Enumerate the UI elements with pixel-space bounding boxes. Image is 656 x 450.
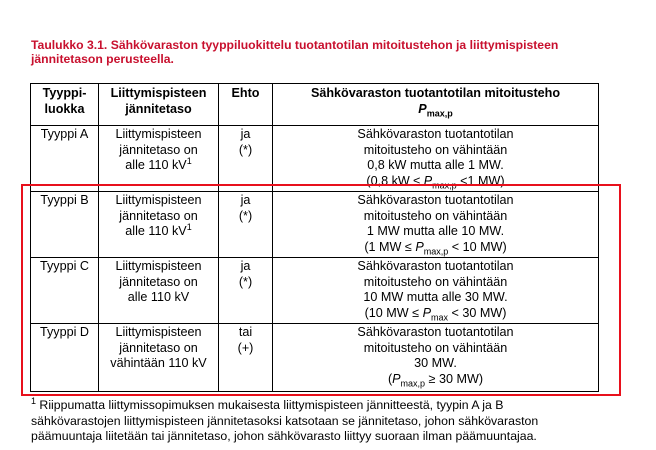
cell-type: Tyyppi A [31,126,99,192]
cell-voltage: Liittymispisteen jännitetaso on vähintään 110 kV [99,324,219,392]
cell-type: Tyyppi C [31,258,99,324]
cell-power: Sähkövaraston tuotantotilan mitoitusteho on vähintään 1 MW mutta alle 10 MW. (1 MW ≤ $P_{max,p} < 10$ MW) [273,192,599,258]
cell-voltage: Liittymispisteen jännitetaso on alle 110 $kV^1$ [99,192,219,258]
header-power: Sähkövaraston tuotantotilan mitoitusteho $P_{max,p}$ [273,84,599,126]
cell-condition: tai (+) [219,324,273,392]
cell-condition: ja (*) [219,192,273,258]
cell-condition: ja (*) [219,258,273,324]
cell-power: Sähkövaraston tuotantotilan mitoitusteho on vähintään 30 MW. ($P_{max,p} \ge 30$ MW) [273,324,599,392]
cell-type: Tyyppi D [31,324,99,392]
storage-type-table [30,83,599,392]
table-row-type-d [31,324,599,392]
header-type: Tyyppi- luokka [31,84,99,126]
table-row-type-a [31,126,599,192]
footnote-marker: 1 [31,395,37,406]
cell-type: Tyyppi B [31,192,99,258]
footnote: $^1$ Riippumatta liittymissopimuksen mukaisesta liittymispisteen jännitteestä, tyypin A ja B sähkövarastojen liittymispisteen jännitetasoksi katsotaan se jännitetaso, johon sähkövaraston päämuuntaja liitetään tai jännitetaso, johon sähkövarasto liittyy suoraan ilman päämuuntajaa. [31,395,539,443]
footnote-ref: 1 [186,156,192,166]
header-condition: Ehto [219,84,273,126]
table-caption: Taulukko 3.1. Sähkövaraston tyyppiluokittelu tuotantotilan mitoitustehon ja liittymispisteen jännitetason perusteella. [31,38,559,66]
footnote-ref: 1 [186,222,192,232]
table-row-type-b [31,192,599,258]
cell-power: Sähkövaraston tuotantotilan mitoitusteho on vähintään 10 MW mutta alle 30 MW. (10 MW ≤ $P_{max} < 30$ MW) [273,258,599,324]
cell-condition: ja (*) [219,126,273,192]
table-header-row [31,84,599,126]
cell-voltage: Liittymispisteen jännitetaso on alle 110 $kV^1$ [99,126,219,192]
cell-voltage: Liittymispisteen jännitetaso on alle 110 kV [99,258,219,324]
cell-power: Sähkövaraston tuotantotilan mitoitusteho on vähintään 0,8 kW mutta alle 1 MW. (0,8 kW ≤ $P_{max,p} <1$ MW) [273,126,599,192]
header-voltage: Liittymispisteen jännitetaso [99,84,219,126]
table-row-type-c [31,258,599,324]
